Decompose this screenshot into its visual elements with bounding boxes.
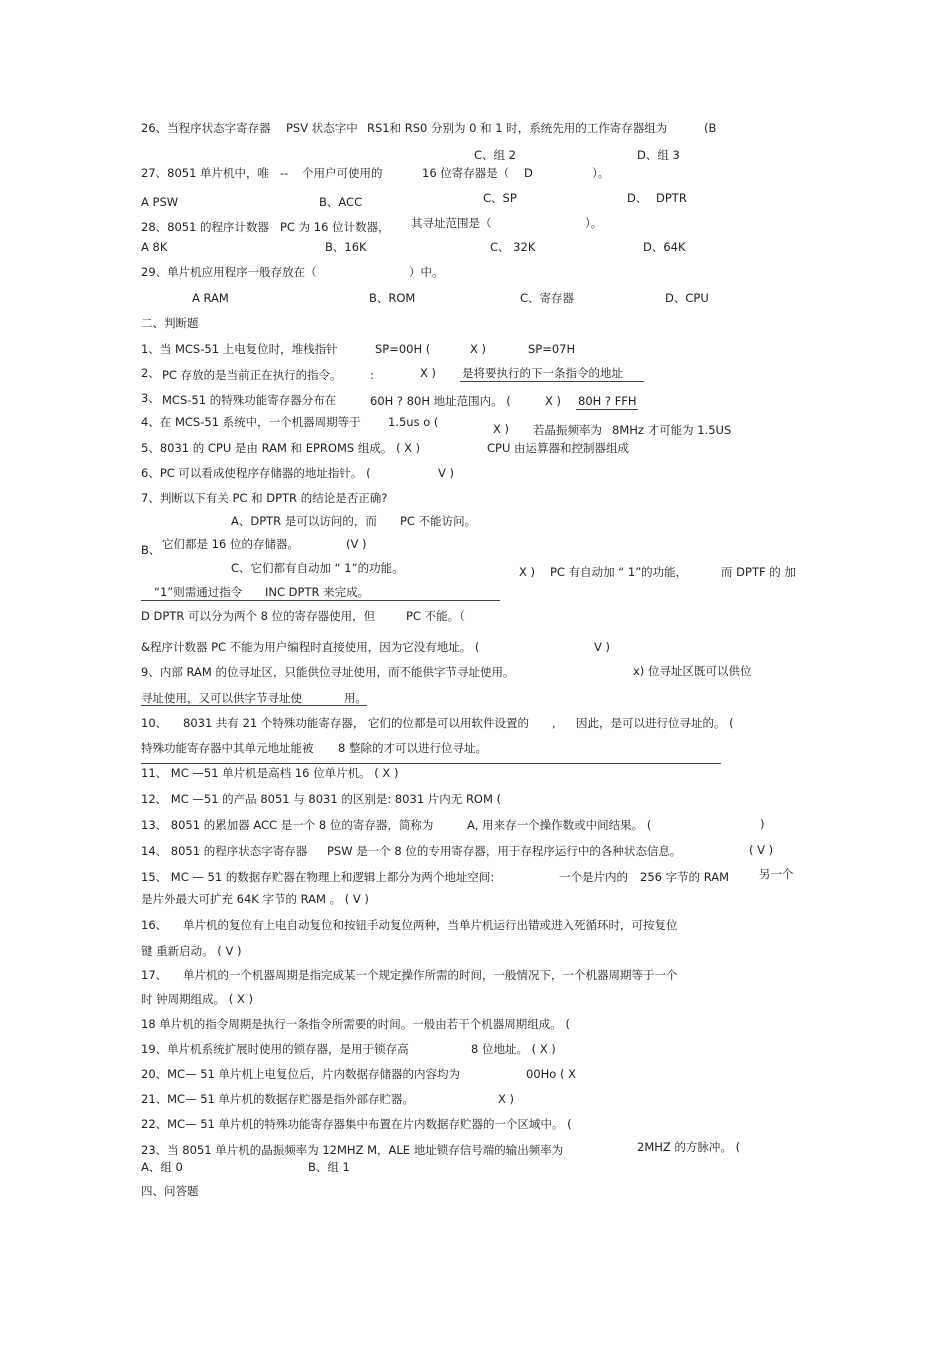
judge-item-14: PSW 是一个 8 位的专用寄存器，用于存程序运行中的各种状态信息。 [327, 844, 682, 858]
judge-item-15: 15、 MC — 51 的数据存贮器在物理上和逻辑上都分为两个地址空间: [141, 870, 495, 884]
judge-item-1: 1、当 MCS-51 上电复位时，堆栈指针 [141, 342, 338, 356]
q26-option-c: C、组 2 [474, 148, 517, 162]
judge-answer-7b: (V ) [346, 537, 367, 551]
judge-item-13: 13、 8051 的累加器 ACC 是一个 8 位的寄存器，简称为 [141, 818, 434, 832]
q29-option-d: D、CPU [665, 291, 709, 305]
judge-note-2: 是将要执行的下一条指令的地址 [462, 366, 623, 380]
q27-option-d: D、 [627, 191, 648, 205]
underline [460, 381, 644, 382]
judge-answer-2: X ) [420, 366, 437, 380]
underline [141, 600, 500, 601]
judge-item-13: ) [760, 817, 765, 831]
q28-text: ）。 [585, 216, 603, 230]
judge-note-4: 若晶振频率为 [533, 423, 602, 437]
section-heading: 二、判断题 [141, 316, 199, 330]
judge-note-7c: “1”则需通过指令 [154, 585, 243, 599]
judge-item-7d: PC 不能。（ [406, 609, 465, 623]
judge-item-9: 9、内部 RAM 的位寻址区，只能供位寻址使用，而不能供字节寻址使用。 [141, 665, 515, 679]
judge-item-15: 另一个 [759, 867, 794, 881]
section-heading: 四、问答题 [141, 1184, 199, 1198]
judge-item-3: 3、 [141, 391, 160, 405]
judge-item-3: MCS-51 的特殊功能寄存器分布在 [162, 393, 337, 407]
judge-note-9: 寻址使用，又可以供字节寻址使 [141, 691, 302, 705]
q26-text: 26、当程序状态字寄存器 [141, 121, 271, 135]
q29-option-a: A RAM [192, 291, 229, 305]
q27-option-a: A PSW [141, 195, 179, 209]
judge-option-b: B、组 1 [308, 1160, 350, 1174]
judge-note-10: 8 整除的才可以进行位寻址。 [338, 741, 487, 755]
judge-answer-8: V ) [594, 640, 611, 654]
q29-option-b: B、ROM [369, 291, 416, 305]
q28-text: 28、8051 的程序计数器 [141, 220, 270, 234]
judge-note-1: SP=07H [528, 342, 576, 356]
judge-item-2: PC 存放的是当前正在执行的指令。 [162, 368, 342, 382]
judge-item-7b: 它们都是 16 位的存储器。 [162, 537, 299, 551]
q26-answer: (B [704, 121, 717, 135]
judge-note-5: CPU 由运算器和控制器组成 [487, 441, 630, 455]
judge-item-7c: C、它们都有自动加 “ 1”的功能。 [231, 561, 404, 575]
q29-text: ）中。 [409, 265, 444, 279]
q27-option-c: C、SP [483, 191, 517, 205]
judge-answer-7c: X ) [519, 565, 536, 579]
judge-item-7a: PC 不能访问。 [400, 514, 477, 528]
judge-item-3: 60H ? 80H 地址范围内。 ( [370, 394, 511, 408]
judge-answer-14: ( V ) [749, 843, 774, 857]
q26-text: RS1和 RS0 分别为 0 和 1 时，系统先用的工作寄存器组为 [367, 121, 668, 135]
q28-text: PC 为 16 位计数器， [280, 220, 390, 234]
judge-item-4: 4、在 MCS-51 系统中，一个机器周期等于 [141, 415, 361, 429]
judge-item-17: 单片机的一个机器周期是指完成某一个规定操作所需的时间，一般情况下，一个机器周期等于一个 [183, 968, 678, 982]
judge-item-23: 23、当 8051 单片机的晶振频率为 12MHZ M，ALE 地址锁存信号端的输出频率为 [141, 1143, 564, 1157]
underline [576, 409, 638, 410]
judge-item-19: 8 位地址。 ( X ) [471, 1042, 556, 1056]
q27-text: ）。 [592, 166, 610, 180]
judge-item-7b: B、 [141, 543, 161, 557]
judge-item-4: 1.5us o ( [388, 415, 439, 429]
judge-item-2: : [370, 368, 374, 382]
q27-option-d: DPTR [656, 191, 687, 205]
underline [141, 763, 721, 764]
judge-item-14: 14、 8051 的程序状态字寄存器 [141, 844, 308, 858]
judge-note-9: 用。 [344, 691, 367, 705]
q29-option-c: C、寄存器 [520, 291, 575, 305]
judge-item-7a: A、DPTR 是可以访问的，而 [231, 514, 377, 528]
judge-answer-21: X ) [498, 1092, 515, 1106]
judge-item-17: 时 钟周期组成。 ( X ) [141, 992, 253, 1006]
judge-item-5: 5、8031 的 CPU 是由 RAM 和 EPROMS 组成。 ( X ) [141, 441, 421, 455]
judge-note-9: x) 位寻址区既可以供位 [633, 664, 752, 678]
judge-item-13: A, 用来存一个操作数或中间结果。 ( [467, 818, 652, 832]
judge-answer-1: X ) [470, 342, 487, 356]
judge-item-6: 6、PC 可以看成使程序存储器的地址指针。 ( [141, 466, 371, 480]
judge-item-18: 18 单片机的指令周期是执行一条指令所需要的时间。一般由若干个机器周期组成。 ( [141, 1017, 570, 1031]
judge-item-23: 2MHZ 的方脉冲。 ( [637, 1140, 741, 1154]
judge-item-16: 单片机的复位有上电自动复位和按钮手动复位两种，当单片机运行出错或进入死循环时，可按复位 [183, 918, 678, 932]
q28-option-a: A 8K [141, 240, 168, 254]
q28-option-d: D、64K [643, 240, 686, 254]
judge-note-7c: INC DPTR 来完成。 [265, 585, 370, 599]
judge-note-7c: PC 有自动加 “ 1”的功能， [550, 565, 688, 579]
q28-option-c: C、 32K [490, 240, 536, 254]
judge-answer-4: X ) [493, 422, 510, 436]
judge-item-19: 19、单片机系统扩展时使用的锁存器，是用于锁存高 [141, 1042, 409, 1056]
judge-item-2: 2、 [141, 366, 160, 380]
judge-note-3: 80H ? FFH [578, 394, 637, 408]
judge-item-20: 00Ho ( X [526, 1067, 576, 1081]
judge-item-15: 是片外最大可扩充 64K 字节的 RAM 。 ( V ) [141, 892, 369, 906]
judge-item-8: &程序计数器 PC 不能为用户编程时直接使用，因为它没有地址。 ( [141, 640, 480, 654]
judge-item-10: 8031 共有 21 个特殊功能寄存器， 它们的位都是可以用软件设置的 [183, 716, 530, 730]
q28-option-b: B、16K [325, 240, 367, 254]
judge-item-10: 10、 [141, 716, 168, 730]
judge-item-15: 一个是片内的 [559, 870, 628, 884]
q26-option-d: D、组 3 [637, 148, 680, 162]
q27-text: 16 位寄存器是（ [422, 166, 510, 180]
judge-item-12: 12、 MC —51 的产品 8051 与 8031 的区别是: 8031 片内无 ROM ( [141, 792, 502, 806]
judge-item-7d: D DPTR 可以分为两个 8 位的寄存器使用，但 [141, 609, 376, 623]
judge-option-a: A、组 0 [141, 1160, 183, 1174]
q27-answer: D [524, 166, 533, 180]
judge-answer-6: V ) [438, 466, 455, 480]
judge-item-1: SP=00H ( [375, 342, 431, 356]
judge-item-16: 键 重新启动。 ( V ) [141, 944, 242, 958]
judge-note-4: 8MHz 才可能为 1.5US [612, 423, 732, 437]
judge-item-21: 21、MC— 51 单片机的数据存贮器是指外部存贮器。 [141, 1092, 415, 1106]
q26-text: PSV 状态字中 [286, 121, 358, 135]
q27-text: 个用户可使用的 [302, 166, 383, 180]
judge-item-7: 7、判断以下有关 PC 和 DPTR 的结论是否正确? [141, 491, 388, 505]
underline [141, 705, 367, 706]
q27-option-b: B、ACC [319, 195, 363, 209]
judge-item-11: 11、 MC —51 单片机是高档 16 位单片机。 ( X ) [141, 766, 399, 780]
judge-item-15: 256 字节的 RAM [640, 870, 730, 884]
judge-item-22: 22、MC— 51 单片机的特殊功能寄存器集中布置在片内数据存贮器的一个区域中。 ( [141, 1117, 572, 1131]
judge-item-10: 因此，是可以进行位寻址的。 ( [576, 716, 734, 730]
judge-item-20: 20、MC— 51 单片机上电复位后，片内数据存储器的内容均为 [141, 1067, 461, 1081]
q27-text: -- [280, 166, 289, 180]
judge-item-17: 17、 [141, 968, 168, 982]
judge-item-10: , [552, 716, 556, 730]
q29-text: 29、单片机应用程序一般存放在（ [141, 265, 317, 279]
judge-note-10: 特殊功能寄存器中其单元地址能被 [141, 741, 314, 755]
judge-answer-3: X ) [545, 394, 562, 408]
judge-note-7c: 而 DPTF 的 加 [721, 565, 796, 579]
q27-text: 27、8051 单片机中，唯 [141, 166, 270, 180]
q28-text: 其寻址范围是（ [411, 216, 492, 230]
judge-item-16: 16、 [141, 918, 168, 932]
